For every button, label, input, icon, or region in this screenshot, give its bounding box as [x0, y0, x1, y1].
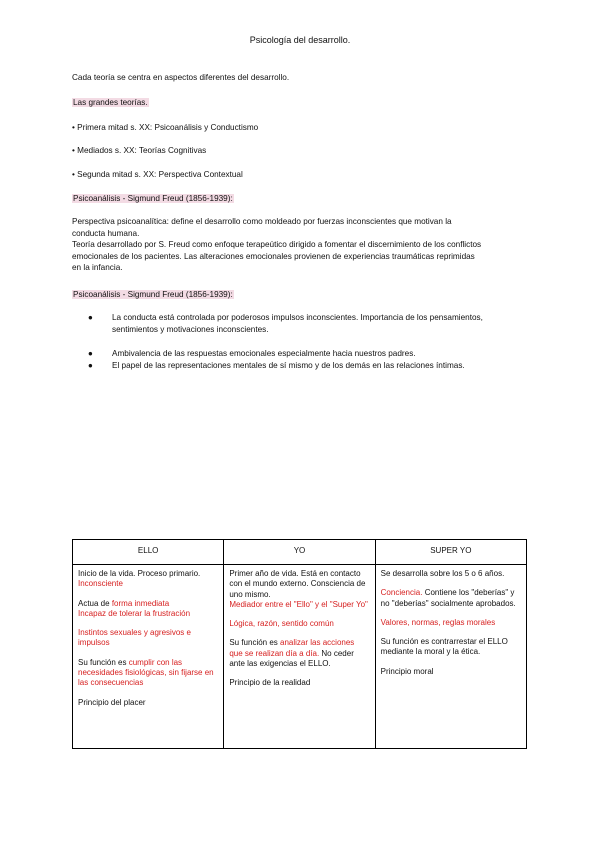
cell-superyo [375, 565, 526, 749]
yo-p1: Primer año de vida. Está en contacto con el mundo externo. Consciencia de uno mismo. Mediador entre el "Ello" y el "Super Yo" [229, 569, 368, 609]
section1-heading [72, 193, 234, 205]
table-header-row [73, 540, 527, 565]
header-yo: YO [224, 540, 375, 565]
grandes-item: • Segunda mitad s. XX: Perspectiva Contextual [72, 170, 243, 179]
psyche-table [72, 539, 527, 749]
superyo-p3: Valores, normas, reglas morales [380, 617, 496, 627]
page-title: Psicología del desarrollo. [249, 35, 351, 45]
superyo-p2: Conciencia. Contiene los "deberías" y no "deberías" socialmente aprobados. [380, 588, 516, 608]
ello-p3: Instintos sexuales y agresivos e impulsos [78, 628, 191, 648]
superyo-principle: Principio moral [380, 666, 434, 676]
header-ello: ELLO [73, 540, 224, 565]
ello-p4: Su función es cumplir con las necesidades fisiológicas, sin fijarse en las consecuencias [78, 657, 214, 688]
bullet-icon: ● [88, 313, 93, 322]
ello-principle: Principio del placer [78, 697, 146, 707]
list-item-text: La conducta está controlada por poderosos impulsos inconscientes. Importancia de los pensamientos, [112, 313, 483, 322]
intro-text: Cada teoría se centra en aspectos diferentes del desarrollo. [72, 73, 290, 82]
section1-line: emocionales de los pacientes. Las alteraciones emocionales provienen de experiencias traumáticas reprimidas [72, 251, 475, 261]
list-item-text: Ambivalencia de las respuestas emocionales especialmente hacia nuestros padres. [112, 349, 416, 358]
section2-heading [72, 289, 234, 301]
header-superyo: SUPER YO [375, 540, 526, 565]
ello-p1: Inicio de la vida. Proceso primario. Inconsciente [78, 569, 201, 589]
section1-line: conducta humana. [72, 228, 140, 238]
section1-body [72, 216, 542, 274]
yo-p3: Su función es analizar las acciones que se realizan día a día. No ceder ante las exigencias el ELLO. [229, 638, 355, 669]
bullet-icon: ● [88, 349, 93, 358]
list-item-text: El papel de las representaciones mentales de sí mismo y de los demás en las relaciones íntimas. [112, 361, 465, 370]
section1-heading-text: Psicoanálisis - Sigmund Freud (1856-1939): [73, 194, 233, 203]
cell-yo [224, 565, 375, 749]
grandes-item: • Mediados s. XX: Teorías Cognitivas [72, 146, 207, 155]
yo-principle: Principio de la realidad [229, 678, 311, 688]
superyo-p4: Su función es contrarrestar el ELLO mediante la moral y la ética. [380, 637, 508, 657]
superyo-p1: Se desarrolla sobre los 5 o 6 años. [380, 569, 505, 578]
table-row [73, 565, 527, 749]
grandes-item: • Primera mitad s. XX: Psicoanálisis y Conductismo [72, 123, 259, 132]
cell-ello [73, 565, 224, 749]
bullet-icon: ● [88, 361, 93, 370]
section2-heading-text: Psicoanálisis - Sigmund Freud (1856-1939): [73, 290, 233, 299]
yo-p2: Lógica, razón, sentido común [229, 619, 334, 629]
list-item-text: sentimientos y motivaciones inconscientes. [112, 324, 269, 334]
grandes-heading-text: Las grandes teorías. [73, 98, 148, 107]
ello-p2: Actua de forma inmediata Incapaz de tolerar la frustración [78, 598, 191, 618]
section1-line: Perspectiva psicoanalítica: define el desarrollo como moldeado por fuerzas inconscientes que motivan la [72, 217, 452, 226]
grandes-heading [72, 97, 149, 109]
section1-line: en la infancia. [72, 263, 123, 272]
section1-line: Teoría desarrollado por S. Freud como enfoque terapeútico dirigido a fomentar el discernimiento de los conflictos [72, 240, 482, 249]
